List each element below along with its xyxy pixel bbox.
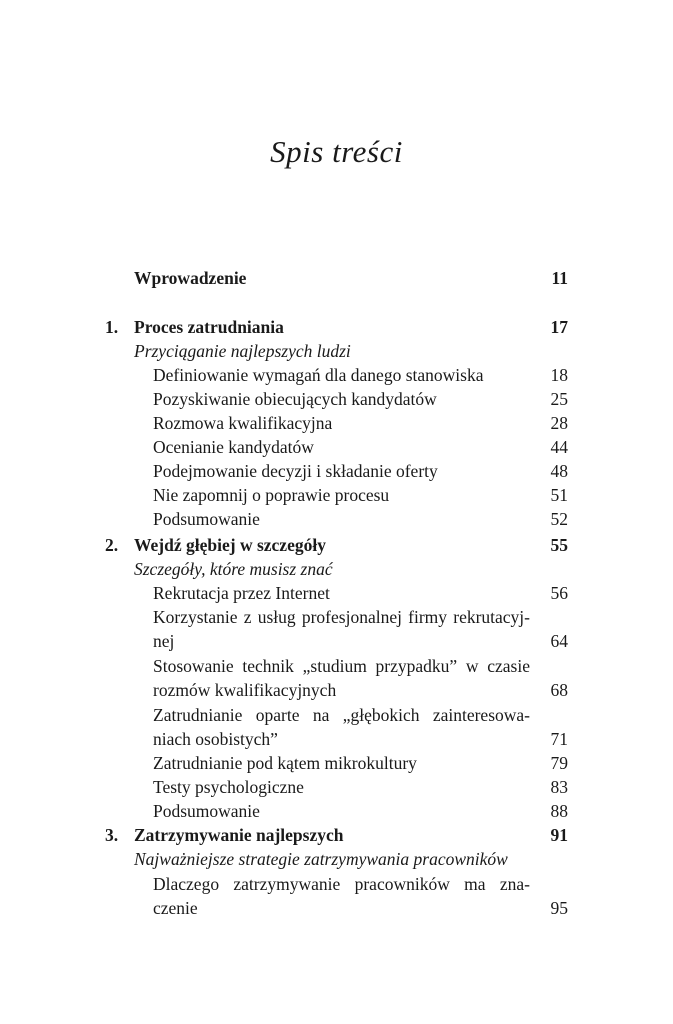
toc-item-text: Rekrutacja przez Internet — [153, 583, 330, 603]
toc-item-page: 64 — [550, 631, 568, 651]
toc-item-page: 28 — [550, 413, 568, 433]
toc-item-text-line2: niach osobistych” — [153, 729, 278, 749]
toc-chapter-page: 91 — [550, 825, 568, 845]
toc-item-text: Podsumowanie — [153, 509, 260, 529]
toc-chapter-title: Wejdź głębiej w szczegóły — [134, 535, 326, 555]
toc-item-page: 83 — [550, 777, 568, 797]
toc-item-text-line2: nej — [153, 631, 175, 651]
toc-item-page: 48 — [550, 461, 568, 481]
toc-item-text: Podsumowanie — [153, 801, 260, 821]
toc-chapter-number: 1. — [105, 317, 119, 337]
toc-item-page: 88 — [550, 801, 568, 821]
toc-item-page: 68 — [550, 680, 568, 700]
toc-item-text: Nie zapomnij o poprawie procesu — [153, 485, 390, 505]
toc-item-page: 18 — [550, 365, 568, 385]
toc-item-page: 56 — [550, 583, 568, 603]
page-title: Spis treści — [270, 134, 403, 169]
toc-item-page: 71 — [550, 729, 568, 749]
toc-chapter-page: 17 — [550, 317, 568, 337]
toc-item-text-line1: Korzystanie z usług profesjonalnej firmy rekrutacyj- — [153, 607, 530, 627]
toc-item-page: 25 — [550, 389, 568, 409]
toc-item-text-line1: Zatrudnianie oparte na „głębokich zainteresowa- — [153, 705, 530, 725]
toc-item-text-line2: rozmów kwalifikacyjnych — [153, 680, 337, 700]
toc-item-text-line1: Stosowanie technik „studium przypadku” w czasie — [153, 656, 530, 676]
toc-chapter-title: Zatrzymywanie najlepszych — [134, 825, 344, 845]
toc-item-page: 52 — [550, 509, 568, 529]
toc-entry-text: Wprowadzenie — [134, 268, 247, 288]
toc-item-text-line1: Dlaczego zatrzymywanie pracowników ma zna- — [153, 874, 530, 894]
toc-section-title: Szczegóły, które musisz znać — [134, 559, 333, 579]
toc-item-page: 79 — [550, 753, 568, 773]
toc-chapter-number: 2. — [105, 535, 119, 555]
toc-chapter-page: 55 — [550, 535, 568, 555]
toc-item-page: 51 — [550, 485, 568, 505]
toc-item-text: Definiowanie wymagań dla danego stanowiska — [153, 365, 484, 385]
toc-item-text: Rozmowa kwalifikacyjna — [153, 413, 333, 433]
toc-chapter-number: 3. — [105, 825, 119, 845]
toc-section-title: Przyciąganie najlepszych ludzi — [134, 341, 351, 361]
toc-item-text: Pozyskiwanie obiecujących kandydatów — [153, 389, 437, 409]
toc-item-text: Testy psychologiczne — [153, 777, 304, 797]
toc-item-text: Ocenianie kandydatów — [153, 437, 314, 457]
toc-item-text-line2: czenie — [153, 898, 198, 918]
toc-item-text: Podejmowanie decyzji i składanie oferty — [153, 461, 438, 481]
toc-item-text: Zatrudnianie pod kątem mikrokultury — [153, 753, 417, 773]
toc-entry-page: 11 — [551, 268, 568, 288]
toc-chapter-title: Proces zatrudniania — [134, 317, 284, 337]
toc-item-page: 95 — [550, 898, 568, 918]
toc-item-page: 44 — [550, 437, 568, 457]
toc-section-title: Najważniejsze strategie zatrzymywania pracowników — [134, 849, 508, 869]
